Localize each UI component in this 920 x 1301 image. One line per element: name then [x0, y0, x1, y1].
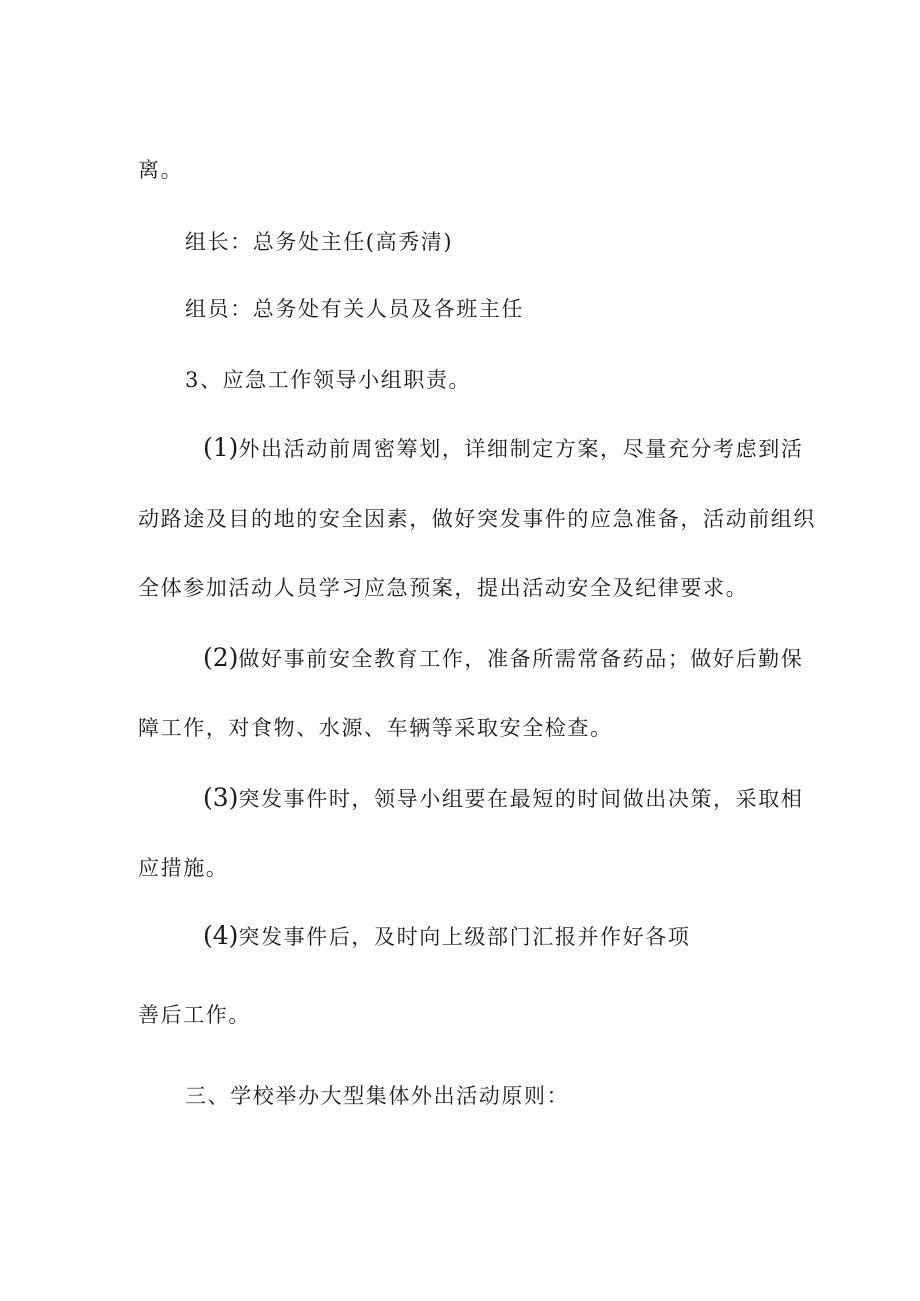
text-span: 三、学校举办大型集体外出活动原则：	[185, 1084, 570, 1108]
text-span: 善后工作。	[138, 1003, 251, 1027]
duty-4-line-2	[138, 1000, 251, 1030]
duty-3-line-1	[203, 783, 803, 814]
text-span: 障工作，对食物、水源、车辆等采取安全检查。	[138, 716, 613, 740]
item-number: (1)	[203, 433, 239, 462]
duty-3-line-2	[138, 853, 228, 883]
item-number: (2)	[203, 643, 239, 672]
duty-1-line-1	[203, 433, 803, 464]
text-span: 动路途及目的地的安全因素，做好突发事件的应急准备，活动前组织	[138, 507, 816, 531]
duty-1-line-3	[138, 573, 748, 603]
text-span: 外出活动前周密筹划，详细制定方案，尽量充分考虑到活	[238, 437, 804, 461]
team-members-line	[185, 294, 524, 324]
duty-4-line-1	[203, 921, 690, 952]
text-span: 应措施。	[138, 856, 229, 880]
text-span: 突发事件时，领导小组要在最短的时间做出决策，采取相	[238, 787, 804, 811]
text-line-continuation	[138, 155, 183, 185]
text-span: 全体参加活动人员学习应急预案，提出活动安全及纪律要求。	[138, 576, 749, 600]
item-number: (3)	[203, 783, 239, 812]
item-number: (4)	[203, 921, 239, 950]
duty-1-line-2	[138, 504, 816, 534]
team-leader-line	[185, 227, 453, 257]
text-span: 离。	[138, 158, 184, 182]
duties-heading	[185, 365, 471, 395]
text-span: 做好事前安全教育工作，准备所需常备药品；做好后勤保	[238, 647, 804, 671]
text-span: 组长：总务处主任(高秀清)	[185, 230, 454, 254]
text-span: 3、应急工作领导小组职责。	[185, 368, 472, 392]
text-span: 组员：总务处有关人员及各班主任	[185, 297, 524, 321]
text-span: 突发事件后，及时向上级部门汇报并作好各项	[238, 925, 691, 949]
section-heading	[185, 1081, 569, 1111]
duty-2-line-2	[138, 713, 613, 743]
duty-2-line-1	[203, 643, 803, 674]
